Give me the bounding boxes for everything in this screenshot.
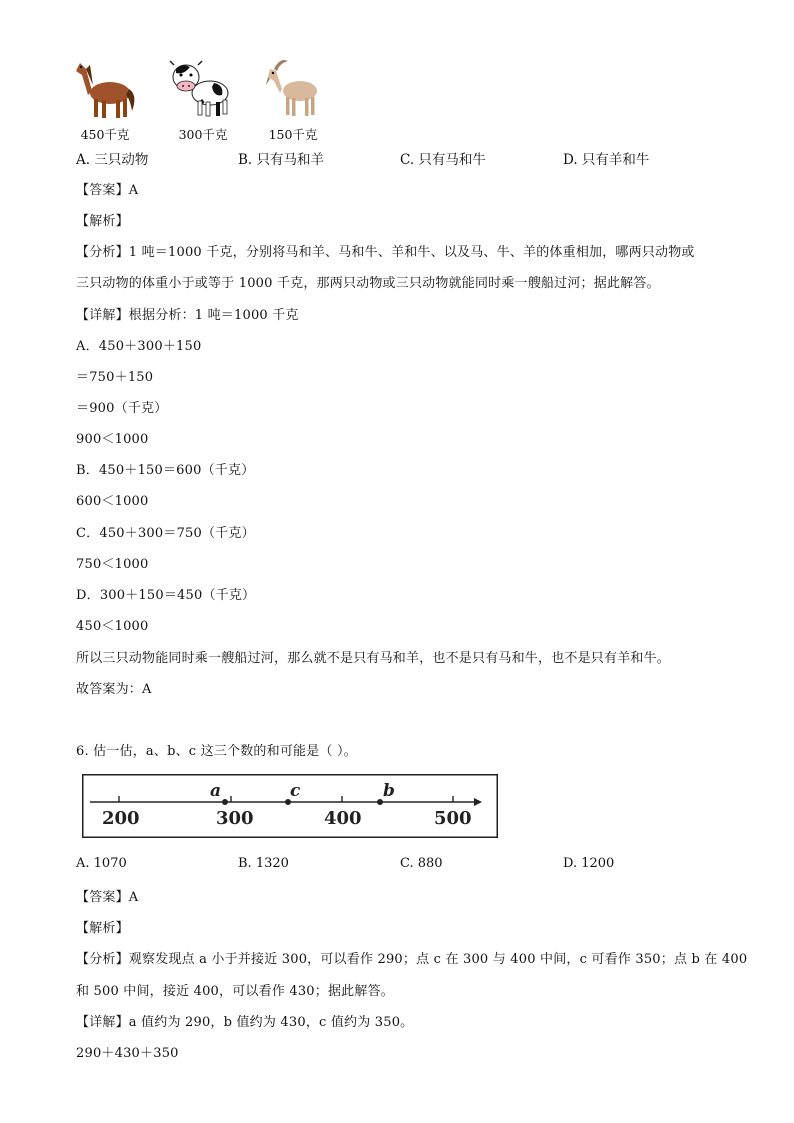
tick-label-500: 500 [434,808,472,829]
horse-weight: 450千克 [80,127,130,142]
cow-figure [168,55,238,143]
point-c-label: c [290,781,301,801]
q6-detail-line-2: 290＋430＋350 [76,1046,179,1061]
goat-figure [258,55,328,143]
q5-option-b: B. 只有马和羊 [238,152,325,168]
q5-analysis-title: 【解析】 [76,214,129,229]
cow-icon [168,55,238,121]
q5-option-c: C. 只有马和牛 [400,152,486,168]
tick-label-300: 300 [216,808,254,829]
tick-label-400: 400 [324,808,362,829]
q5-calc-line: 600＜1000 [76,494,149,509]
goat-icon [258,55,328,121]
goat-weight: 150千克 [268,127,318,142]
tick-label-200: 200 [102,808,140,829]
horse-icon [70,55,140,121]
q6-detail-line-1: 【详解】a 值约为 290，b 值约为 430，c 值约为 350。 [76,1015,414,1030]
q5-calc-line: 900＜1000 [76,432,149,447]
q6-option-c: C. 880 [400,856,443,871]
q5-calc-line: ＝750＋150 [76,370,154,385]
q6-option-a: A. 1070 [76,856,127,871]
q5-calc-line: A．450＋300＋150 [76,339,202,354]
point-a [222,799,228,805]
horse-figure [70,55,140,143]
q6-option-b: B. 1320 [238,856,289,871]
q5-answer: 【答案】A [76,183,139,198]
q6-analysis-line-2: 和 500 中间，接近 400，可以看作 430；据此解答。 [76,984,394,999]
q6-option-d: D. 1200 [563,856,615,871]
q5-calc-line: B．450＋150＝600（千克） [76,463,255,478]
q6-analysis-line-1: 【分析】观察发现点 a 小于并接近 300，可以看作 290；点 c 在 300 与 400 中间，c 可看作 350；点 b 在 400 [76,952,748,967]
q5-final-answer: 故答案为：A [76,682,152,697]
point-b-label: b [383,781,395,801]
q5-option-a: A. 三只动物 [76,152,149,168]
point-a-label: a [210,781,222,801]
number-line-figure [82,774,498,838]
q6-analysis-title: 【解析】 [76,921,129,936]
q5-calc-line: 450＜1000 [76,619,149,634]
q5-analysis-line-1: 【分析】1 吨＝1000 千克，分别将马和羊、马和牛、羊和牛、以及马、牛、羊的体重相加，哪两只动物或 [76,245,695,260]
cow-weight: 300千克 [178,127,228,142]
q5-calc-line: C．450＋300＝750（千克） [76,526,255,541]
q5-calc-line: ＝900（千克） [76,401,168,416]
q5-detail-line-1: 【详解】根据分析：1 吨＝1000 千克 [76,308,299,323]
q5-analysis-line-2: 三只动物的体重小于或等于 1000 千克，那两只动物或三只动物就能同时乘一艘船过河；据此解答。 [76,276,660,291]
q5-option-d: D. 只有羊和牛 [563,152,650,168]
q5-calc-line: 750＜1000 [76,557,149,572]
q6-question: 6. 估一估，a、b、c 这三个数的和可能是（ ）。 [76,744,357,759]
animal-images [70,55,330,145]
q6-answer: 【答案】A [76,890,139,905]
q5-calc-line: D．300＋150＝450（千克） [76,588,256,603]
q5-conclusion: 所以三只动物能同时乘一艘船过河，那么就不是只有马和羊，也不是只有马和牛，也不是只有羊和牛。 [76,651,671,666]
